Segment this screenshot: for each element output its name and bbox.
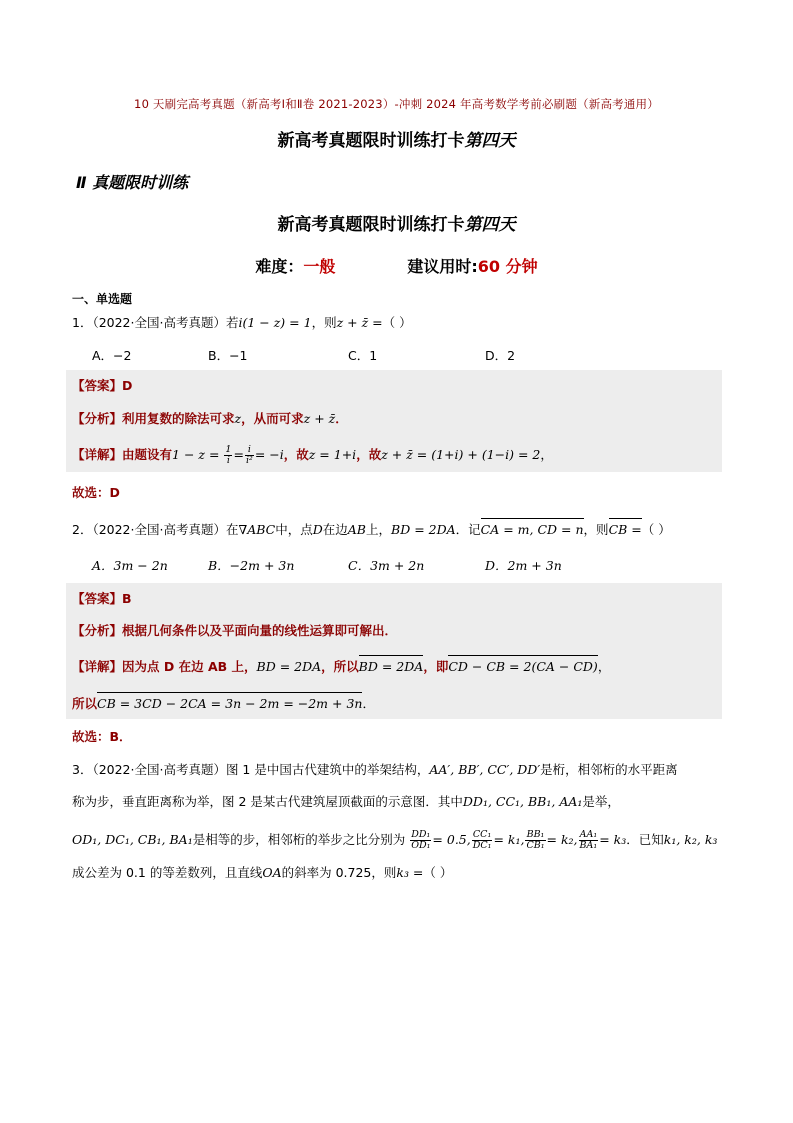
q1-detail-mid2: ，故 xyxy=(356,447,382,462)
q3-frac-4-value: = k₃ xyxy=(599,832,627,847)
q1-option-c[interactable]: C．1 xyxy=(348,348,378,363)
q2-detail-label: 【详解】 xyxy=(72,659,123,674)
q1-option-d[interactable]: D．2 xyxy=(485,348,516,363)
q1-choose-text: 故选：D xyxy=(72,485,120,500)
q3-frac-3-value: = k₂, xyxy=(546,832,578,847)
q2-stem xyxy=(72,521,722,539)
q1-detail-label: 【详解】 xyxy=(72,447,123,462)
q1-analysis-mid: ，从而可求 xyxy=(241,411,304,426)
q2-stem-mid3: 上， xyxy=(366,522,392,537)
q3-line4-k3: k₃ = xyxy=(396,865,424,880)
q2-stem-prefix: 2．（2022·全国·高考真题）在 xyxy=(72,522,239,537)
q3-line3-equation: OD₁, DC₁, CB₁, BA₁ xyxy=(72,832,193,847)
question-type-heading: 一、单选题 xyxy=(72,292,133,306)
q2-stem-mid5: ，则 xyxy=(583,522,609,537)
q1-choose xyxy=(72,484,722,502)
q2-choose-text: 故选：B． xyxy=(72,729,132,744)
q2-stem-cb: CB = xyxy=(608,522,642,537)
q3-frac-4-den: BA₁ xyxy=(579,840,598,851)
q2-detail-eq1: BD = 2DA xyxy=(256,659,322,674)
q1-stem-prefix: 1．（2022·全国·高考真题）若 xyxy=(72,315,239,330)
q1-detail-end: ， xyxy=(540,447,553,462)
q3-line3-suffix: ．已知 xyxy=(626,832,664,847)
q1-detail-mid: ，故 xyxy=(283,447,309,462)
q2-answer-value: B xyxy=(122,591,132,606)
q3-frac-2 xyxy=(472,830,493,851)
q2-line2-equation: CB = 3CD − 2CA = 3n − 2m = −2m + 3n xyxy=(97,696,363,711)
q3-line4-mid: 的斜率为 0.725，则 xyxy=(281,865,397,880)
q1-analysis xyxy=(72,410,722,428)
q2-analysis xyxy=(72,622,722,640)
page-title-day: 第四天 xyxy=(464,131,516,151)
time-value: 60 分钟 xyxy=(477,257,538,276)
q1-detail-eq4: z + z̄ = (1+i) + (1−i) = 2 xyxy=(381,447,541,462)
sub-title-day: 第四天 xyxy=(464,215,516,235)
q1-detail: 【详解】由题设有1 − z = $\frac{1}{i}$ = $\frac{i}{\text{i²}}$ = −i，故z = 1+i，故z + z̄ = (1+i) + (1−i) = 2， xyxy=(72,444,553,466)
q2-stem-mid2: 在边 xyxy=(322,522,348,537)
q3-line4-suffix: （ ） xyxy=(423,865,453,880)
q3-line2-suffix: 是举， xyxy=(582,794,620,809)
q2-detail-mid: ，所以 xyxy=(321,659,359,674)
q1-analysis-label: 【分析】 xyxy=(72,411,123,426)
page-title xyxy=(0,126,793,151)
q1-analysis-equation: z + z̄ xyxy=(303,411,336,426)
sub-title-text: 新高考真题限时训练打卡 xyxy=(277,215,465,235)
q2-option-d[interactable]: D．2m + 3n xyxy=(485,558,562,573)
q2-option-b[interactable]: B．−2m + 3n xyxy=(208,558,295,573)
q1-answer xyxy=(72,377,722,395)
q2-detail-line2 xyxy=(72,695,722,713)
q2-choose xyxy=(72,728,722,746)
q2-detail-eq2: BD = 2DA xyxy=(358,659,424,674)
q2-detail-end: ， xyxy=(597,659,611,674)
q2-option-a[interactable]: A．3m − 2n xyxy=(92,558,168,573)
q1-answer-label: 【答案】 xyxy=(72,378,123,393)
q3-frac-2-value: = k₁, xyxy=(493,832,525,847)
q3-line3-mid: 是相等的步，相邻桁的举步之比分别为 xyxy=(192,832,406,847)
q3-line1-prefix: 3．（2022·全国·高考真题）图 1 是中国古代建筑中的举架结构， xyxy=(72,762,430,777)
q3-line3-ks: k₁, k₂, k₃ xyxy=(663,832,718,847)
q1-stem xyxy=(72,314,722,332)
q3-frac-3-den: CB₁ xyxy=(526,840,545,851)
q2-option-c[interactable]: C．3m + 2n xyxy=(348,558,425,573)
q1-frac-1 xyxy=(224,445,232,466)
document-header: 10 天刷完高考真题（新高考Ⅰ和Ⅱ卷 2021-2023）-冲刺 2024 年高考数学考前必刷题（新高考通用） xyxy=(134,97,659,111)
q2-detail-eq3: CD − CB = 2(CA − CD) xyxy=(448,659,598,674)
q2-line2-end: ． xyxy=(362,696,375,711)
q3-frac-2-num: CC₁ xyxy=(472,829,492,840)
q2-line2-prefix: 所以 xyxy=(72,696,98,711)
q1-stem-suffix: （ ） xyxy=(382,315,412,330)
q3-frac-1-num: DD₁ xyxy=(411,829,431,840)
q2-stem-mid: 中，点 xyxy=(275,522,313,537)
q1-frac-2-den: i² xyxy=(245,455,253,466)
q3-frac-3 xyxy=(525,830,545,851)
q1-stem-mid: ，则 xyxy=(311,315,337,330)
time-label: 建议用时: xyxy=(407,257,478,276)
q2-analysis-text: 根据几何条件以及平面向量的线性运算即可解出． xyxy=(122,623,398,638)
q3-line1-equation: AA′, BB′, CC′, DD′ xyxy=(429,762,541,777)
q1-analysis-text: 利用复数的除法可求 xyxy=(122,411,235,426)
q1-option-b[interactable]: B．−1 xyxy=(208,348,248,363)
q2-stem-vectors: CA = m, CD = n xyxy=(480,522,584,537)
q3-line2-equation: DD₁, CC₁, BB₁, AA₁ xyxy=(462,794,583,809)
q3-frac-1-den: OD₁ xyxy=(411,840,431,851)
q2-detail-mid2: ，即 xyxy=(423,659,449,674)
q1-analysis-end: ． xyxy=(335,411,348,426)
q2-stem-d: D xyxy=(312,522,323,537)
q2-stem-triangle: ∇ABC xyxy=(238,522,276,537)
q1-option-a[interactable]: A．−2 xyxy=(92,348,132,363)
q2-stem-suffix: （ ） xyxy=(641,522,671,537)
q1-frac-1-den: i xyxy=(226,455,230,466)
q3-frac-4-num: AA₁ xyxy=(579,829,598,840)
difficulty-value: 一般 xyxy=(303,257,336,276)
q3-frac-3-num: BB₁ xyxy=(526,829,545,840)
q3-line3 xyxy=(72,830,722,851)
q1-frac-2-num: i xyxy=(245,445,254,456)
q3-line1-suffix: 是桁，相邻桁的水平距离 xyxy=(540,762,678,777)
q3-line2 xyxy=(72,793,722,811)
q1-frac-1-num: 1 xyxy=(225,444,232,455)
q2-stem-mid4: ．记 xyxy=(455,522,481,537)
q2-stem-equation: BD = 2DA xyxy=(391,522,456,537)
q2-detail-text: 因为点 D 在边 AB 上， xyxy=(122,659,257,674)
q3-line4-text: 成公差为 0.1 的等差数列，且直线 xyxy=(72,865,263,880)
difficulty-line xyxy=(0,254,793,277)
q1-frac-2 xyxy=(245,445,254,466)
q3-line1 xyxy=(72,761,722,779)
q2-detail xyxy=(72,658,722,676)
q2-answer-label: 【答案】 xyxy=(72,591,123,606)
q2-answer xyxy=(72,590,722,608)
q3-line2-prefix: 称为步，垂直距离称为举，图 2 是某古代建筑屋顶截面的示意图．其中 xyxy=(72,794,463,809)
q1-detail-eq1: 1 − z = xyxy=(172,447,220,462)
sub-title xyxy=(0,210,793,235)
q3-frac-2-den: DC₁ xyxy=(472,840,492,851)
section-heading: Ⅱ 真题限时训练 xyxy=(76,173,189,192)
q2-analysis-label: 【分析】 xyxy=(72,623,123,638)
q1-analysis-var: z xyxy=(234,411,242,426)
q3-frac-4 xyxy=(579,830,599,851)
q1-stem-equation: i(1 − z) = 1 xyxy=(238,315,312,330)
q3-frac-1 xyxy=(410,830,431,851)
q1-stem-equation-2: z + z̄ = xyxy=(336,315,383,330)
difficulty-label: 难度： xyxy=(255,257,304,276)
q1-detail-text: 由题设有 xyxy=(122,447,173,462)
q2-stem-ab: AB xyxy=(347,522,366,537)
q3-frac-1-value: = 0.5, xyxy=(432,832,471,847)
q1-detail-eq2: = −i xyxy=(254,447,284,462)
q1-detail-eq3: z = 1+i xyxy=(308,447,357,462)
page-title-text: 新高考真题限时训练打卡 xyxy=(277,131,465,151)
q3-line4-oa: OA xyxy=(262,865,282,880)
q3-line4 xyxy=(72,864,722,882)
q1-answer-value: D xyxy=(122,378,133,393)
